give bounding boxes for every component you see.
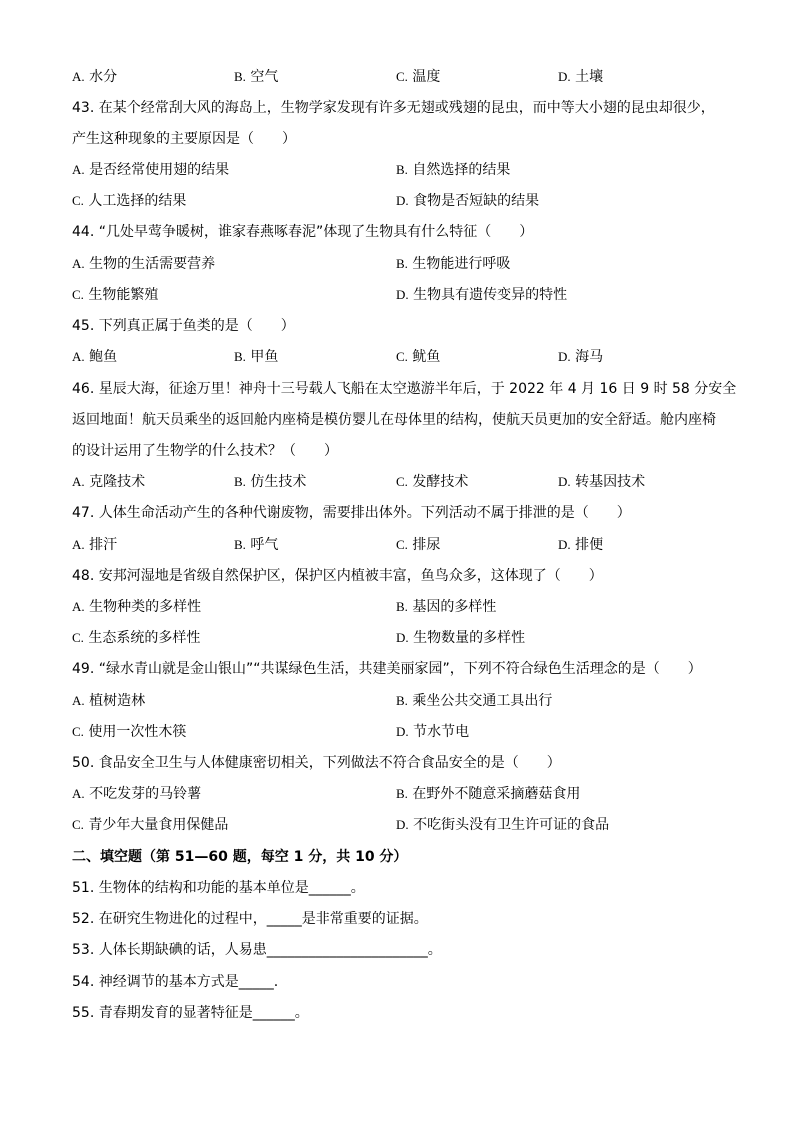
q46-stem-line-3: 的设计运用了生物学的什么技术？（ ） bbox=[72, 443, 338, 459]
q48-options-row-2 bbox=[0, 627, 794, 649]
q46-option-b[interactable]: B. 仿生技术 bbox=[234, 474, 307, 490]
q44-option-a[interactable]: A. 生物的生活需要营养 bbox=[72, 256, 216, 272]
q46-option-c[interactable]: C. 发酵技术 bbox=[396, 474, 469, 490]
fill-question-54: 54. 神经调节的基本方式是_____. bbox=[72, 974, 279, 990]
q45-option-a[interactable]: A. 鲍鱼 bbox=[72, 349, 118, 365]
q46-options bbox=[0, 471, 794, 493]
q44-options-row-2 bbox=[0, 284, 794, 306]
q45-option-d[interactable]: D. 海马 bbox=[558, 349, 604, 365]
q48-option-b[interactable]: B. 基因的多样性 bbox=[396, 599, 497, 615]
fill-question-52: 52. 在研究生物进化的过程中，_____是非常重要的证据。 bbox=[72, 911, 428, 927]
fill-question-55: 55. 青春期发育的显著特征是______。 bbox=[72, 1005, 309, 1021]
q47-option-a[interactable]: A. 排汗 bbox=[72, 537, 118, 553]
q43-stem-line-1: 43. 在某个经常刮大风的海岛上，生物学家发现有许多无翅或残翅的昆虫，而中等大小翅的昆虫却很少， bbox=[72, 100, 715, 116]
q47-option-b[interactable]: B. 呼气 bbox=[234, 537, 279, 553]
q43-option-a[interactable]: A. 是否经常使用翅的结果 bbox=[72, 162, 230, 178]
q44-options-row-1 bbox=[0, 253, 794, 275]
q49-option-d[interactable]: D. 节水节电 bbox=[396, 724, 470, 740]
q43-options-row-2 bbox=[0, 190, 794, 212]
q48-option-a[interactable]: A. 生物种类的多样性 bbox=[72, 599, 202, 615]
q47-options bbox=[0, 534, 794, 556]
q47-option-c[interactable]: C. 排尿 bbox=[396, 537, 441, 553]
q45-option-b[interactable]: B. 甲鱼 bbox=[234, 349, 279, 365]
q49-option-b[interactable]: B. 乘坐公共交通工具出行 bbox=[396, 693, 553, 709]
q49-options-row-2 bbox=[0, 721, 794, 743]
q44-option-c[interactable]: C. 生物能繁殖 bbox=[72, 287, 159, 303]
q45-stem: 45. 下列真正属于鱼类的是（ ） bbox=[72, 318, 295, 334]
q42-option-d[interactable]: D. 土壤 bbox=[558, 69, 604, 85]
q50-options-row-1 bbox=[0, 783, 794, 805]
q46-stem-line-1: 46. 星辰大海，征途万里！神舟十三号载人飞船在太空遨游半年后，于 2022 年 4 月 16 日 9 时 58 分安全 bbox=[72, 381, 737, 397]
q47-option-d[interactable]: D. 排便 bbox=[558, 537, 604, 553]
q43-options-row-1 bbox=[0, 159, 794, 181]
q50-stem: 50. 食品安全卫生与人体健康密切相关，下列做法不符合食品安全的是（ ） bbox=[72, 755, 561, 771]
q48-option-c[interactable]: C. 生态系统的多样性 bbox=[72, 630, 201, 646]
q43-option-d[interactable]: D. 食物是否短缺的结果 bbox=[396, 193, 540, 209]
q50-option-d[interactable]: D. 不吃街头没有卫生许可证的食品 bbox=[396, 817, 610, 833]
q50-option-b[interactable]: B. 在野外不随意采摘蘑菇食用 bbox=[396, 786, 581, 802]
q42-option-b[interactable]: B. 空气 bbox=[234, 69, 279, 85]
q49-stem: 49. “绿水青山就是金山银山”“共谋绿色生活，共建美丽家园”，下列不符合绿色生活理念的是（ ） bbox=[72, 661, 702, 677]
q48-options-row-1 bbox=[0, 596, 794, 618]
q48-option-d[interactable]: D. 生物数量的多样性 bbox=[396, 630, 526, 646]
q48-stem: 48. 安邦河湿地是省级自然保护区，保护区内植被丰富，鱼鸟众多，这体现了（ ） bbox=[72, 568, 603, 584]
q46-option-d[interactable]: D. 转基因技术 bbox=[558, 474, 646, 490]
q42-options bbox=[0, 66, 794, 88]
q42-option-a[interactable]: A. 水分 bbox=[72, 69, 118, 85]
q50-options-row-2 bbox=[0, 814, 794, 836]
q43-option-b[interactable]: B. 自然选择的结果 bbox=[396, 162, 511, 178]
q45-option-c[interactable]: C. 鱿鱼 bbox=[396, 349, 441, 365]
section-2-heading: 二、填空题（第 51—60 题，每空 1 分，共 10 分） bbox=[72, 849, 408, 865]
q44-option-d[interactable]: D. 生物具有遗传变异的特性 bbox=[396, 287, 568, 303]
q47-stem: 47. 人体生命活动产生的各种代谢废物，需要排出体外。下列活动不属于排泄的是（ ） bbox=[72, 505, 631, 521]
q45-options bbox=[0, 346, 794, 368]
q46-stem-line-2: 返回地面！航天员乘坐的返回舱内座椅是模仿婴儿在母体里的结构，使航天员更加的安全舒适。舱内座椅 bbox=[72, 412, 716, 428]
q44-stem: 44. “几处早莺争暖树，谁家春燕啄春泥”体现了生物具有什么特征（ ） bbox=[72, 224, 534, 240]
q50-option-a[interactable]: A. 不吃发芽的马铃薯 bbox=[72, 786, 202, 802]
q49-option-a[interactable]: A. 植树造林 bbox=[72, 693, 146, 709]
q43-option-c[interactable]: C. 人工选择的结果 bbox=[72, 193, 187, 209]
fill-question-53: 53. 人体长期缺碘的话，人易患_______________________。 bbox=[72, 942, 442, 958]
fill-question-51: 51. 生物体的结构和功能的基本单位是______。 bbox=[72, 880, 365, 896]
q49-option-c[interactable]: C. 使用一次性木筷 bbox=[72, 724, 187, 740]
q44-option-b[interactable]: B. 生物能进行呼吸 bbox=[396, 256, 511, 272]
q46-option-a[interactable]: A. 克隆技术 bbox=[72, 474, 146, 490]
q49-options-row-1 bbox=[0, 690, 794, 712]
q42-option-c[interactable]: C. 温度 bbox=[396, 69, 441, 85]
q50-option-c[interactable]: C. 青少年大量食用保健品 bbox=[72, 817, 229, 833]
q43-stem-line-2: 产生这种现象的主要原因是（ ） bbox=[72, 131, 296, 147]
